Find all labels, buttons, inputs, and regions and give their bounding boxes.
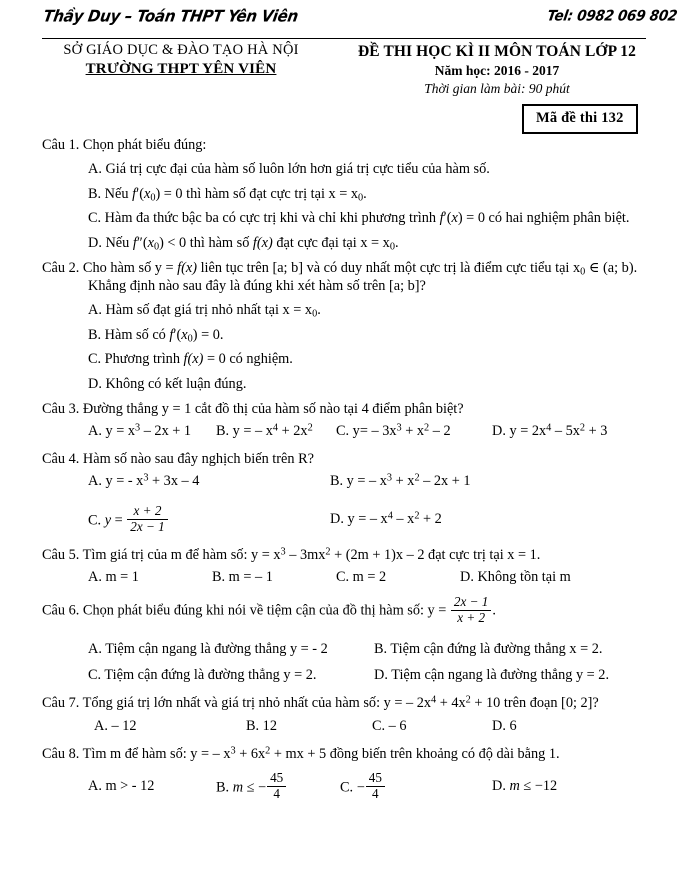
variable-y: y [104, 512, 112, 529]
question-6-option-b[interactable]: B. Tiệm cận đứng là đường thẳng x = 2. [374, 641, 603, 658]
question-2-option-c[interactable] [42, 350, 646, 369]
stem-prefix: Tổng giá trị lớn nhất và giá trị nhỏ nhất của hàm số: y = – 2x [82, 695, 432, 712]
question-4-text: Hàm số nào sau đây nghịch biến trên R? [82, 450, 314, 467]
option-mid: + 2x [278, 422, 308, 439]
question-6 [42, 596, 646, 688]
school-year: Năm học: 2016 - 2017 [434, 63, 560, 79]
exponent: 3 [134, 422, 141, 434]
option-prefix: D. [492, 778, 510, 794]
option-prefix: D. y = – x [330, 511, 388, 528]
option-tail: – 2x + 1 [419, 473, 471, 490]
exponent-2: 2 [465, 694, 471, 706]
question-8-option-c[interactable] [340, 770, 386, 803]
variable-x: x [143, 185, 151, 202]
variable-x: x [451, 210, 458, 227]
question-8-stem [42, 745, 646, 763]
question-8-option-d[interactable] [492, 779, 557, 793]
exponent-2: 2 [307, 422, 313, 434]
question-4-label: Câu 4. [42, 450, 80, 467]
exponent: 4 [272, 422, 279, 434]
question-7-option-b[interactable]: B. 12 [246, 717, 277, 734]
question-5-option-a[interactable]: A. m = 1 [88, 569, 139, 586]
exponent-2: 2 [265, 745, 271, 757]
question-1-stem [42, 136, 646, 154]
exponent: 4 [387, 510, 393, 522]
option-text: D. Không có kết luận đúng. [88, 375, 247, 392]
question-6-stem [42, 596, 646, 636]
option-tail: ≤ −12 [519, 778, 558, 794]
option-tail: + 3 [585, 422, 608, 439]
subscript-zero: 0 [150, 192, 156, 204]
denominator: 2x − 1 [127, 519, 167, 535]
fraction [451, 595, 491, 625]
option-tail: = 0 có nghiệm. [203, 351, 293, 368]
variable-x: x [147, 235, 154, 252]
option-tail: – 2 [429, 422, 451, 439]
question-3 [42, 400, 646, 444]
option-prefix: B. y = – x [330, 473, 387, 490]
option-prefix: B. Nếu [88, 185, 133, 202]
school-header [40, 42, 322, 79]
exponent: 3 [230, 745, 236, 757]
subscript-zero-2: 0 [358, 192, 364, 204]
subscript-zero-2: 0 [389, 241, 395, 253]
question-3-option-d[interactable] [492, 424, 607, 438]
option-prefix: D. Nếu [88, 235, 133, 252]
option-tail: + 2 [419, 511, 442, 528]
fraction [127, 504, 167, 534]
question-2-stem [42, 259, 646, 296]
question-8-options [42, 769, 646, 811]
variable-m: m [509, 778, 520, 794]
exponent: 3 [280, 546, 286, 558]
question-5-option-c[interactable]: C. m = 2 [336, 569, 387, 586]
question-1-option-d[interactable] [42, 234, 646, 253]
handwritten-banner [0, 6, 687, 34]
stem-prefix: Chọn phát biểu đúng khi nói về tiệm cận của đồ thị hàm số: y = [82, 602, 450, 619]
question-5-option-b[interactable]: B. m = – 1 [212, 569, 273, 586]
question-4-option-a[interactable] [88, 474, 199, 488]
question-5-option-d[interactable]: D. Không tồn tại m [460, 569, 571, 586]
option-prefix: C. Phương trình [88, 351, 184, 368]
question-3-label: Câu 3. [42, 400, 80, 417]
denominator: x + 2 [451, 610, 491, 626]
question-7-label: Câu 7. [42, 695, 80, 712]
stem-tail: + 10 trên đoạn [0; 2]? [470, 695, 599, 712]
option-tail: ) = 0. [192, 326, 224, 343]
questions-container [42, 136, 646, 815]
equals-sign: = [111, 512, 127, 529]
subscript-zero: 0 [580, 266, 586, 278]
exam-title: ĐỀ THI HỌC KÌ II MÔN TOÁN LỚP 12 [358, 43, 636, 60]
question-4-options-row1 [42, 474, 646, 494]
numerator: x + 2 [133, 503, 162, 519]
option-mid: + x [401, 422, 425, 439]
question-3-stem [42, 400, 646, 418]
question-1-label: Câu 1. [42, 137, 80, 153]
stem-mid: liên tục trên [a; b] và có duy nhất một cực trị là điểm cực tiểu tại x [197, 259, 581, 276]
school-name: TRƯỜNG THPT YÊN VIÊN [85, 60, 277, 77]
option-mid: ) < 0 thì hàm số [159, 235, 253, 252]
fraction [267, 771, 286, 801]
exponent: 3 [396, 422, 402, 434]
subscript-zero: 0 [153, 241, 160, 253]
option-mid: – x [392, 511, 415, 528]
question-2-option-b[interactable] [42, 326, 646, 345]
question-7-stem [42, 694, 646, 712]
numerator: 2x − 1 [453, 594, 489, 610]
question-4-option-b[interactable] [330, 474, 471, 488]
department-name: SỞ GIÁO DỤC & ĐÀO TẠO HÀ NỘI [63, 42, 299, 58]
question-6-label: Câu 6. [42, 602, 80, 619]
option-mid: + x [392, 473, 415, 490]
period: . [317, 302, 321, 319]
option-prefix: C. Hàm đa thức bậc ba có cực trị khi và chỉ khi phương trình [88, 210, 440, 227]
question-3-option-c[interactable] [336, 424, 451, 438]
question-3-option-a[interactable] [88, 424, 191, 438]
option-prefix: B. Hàm số có [88, 326, 170, 343]
inequality-sign: ≤ − [243, 779, 267, 796]
exponent: 4 [546, 422, 552, 434]
question-6-option-d[interactable]: D. Tiệm cận ngang là đường thẳng y = 2. [374, 667, 610, 684]
exponent-2: 2 [414, 510, 420, 522]
question-8 [42, 745, 646, 811]
question-8-option-a[interactable]: A. m > - 12 [88, 778, 155, 794]
question-5 [42, 546, 646, 590]
question-7 [42, 694, 646, 738]
question-1-option-a[interactable] [42, 160, 646, 179]
exponent: 3 [143, 472, 149, 484]
exam-code-box: Mã đề thi 132 [522, 104, 638, 134]
function-arg: (x) [256, 235, 273, 252]
stem-prefix: Tìm m để hàm số: y = – x [82, 745, 231, 762]
stem-prefix: Tìm giá trị của m để hàm số: y = x [82, 547, 281, 564]
variable-x: x [181, 326, 188, 343]
denominator: 4 [366, 786, 385, 802]
stem-mid: – 3mx [285, 547, 326, 564]
subscript-zero: 0 [312, 308, 318, 320]
question-4-option-d[interactable] [330, 512, 442, 526]
stem-mid: + 4x [436, 695, 466, 712]
function-symbol-2: f [252, 235, 257, 252]
question-5-options [42, 570, 646, 590]
period: . [363, 185, 367, 202]
question-6-option-c[interactable]: C. Tiệm cận đứng là đường thẳng y = 2. [88, 667, 317, 684]
option-prefix: A. y = - x [88, 473, 144, 490]
second-derivative-mark: ″( [136, 235, 148, 252]
option-tail: + 3x – 4 [148, 473, 200, 490]
option-prefix: C. y= – 3x [336, 422, 397, 439]
question-1-option-c[interactable] [42, 209, 646, 228]
exponent-2: 2 [424, 422, 430, 434]
question-4 [42, 450, 646, 542]
question-2-option-d[interactable] [42, 375, 646, 394]
question-8-label: Câu 8. [42, 745, 80, 762]
question-8-option-b[interactable] [216, 770, 287, 803]
function-symbol: f [183, 351, 188, 368]
question-1-option-b[interactable] [42, 185, 646, 204]
option-prefix: A. Hàm số đạt giá trị nhỏ nhất tại x = x [88, 302, 313, 319]
derivative-mark: ′( [136, 185, 144, 202]
numerator: 45 [270, 770, 284, 786]
minus-sign: − [356, 779, 365, 796]
question-6-options-row1 [42, 642, 646, 662]
exam-duration: Thời gian làm bài: 90 phút [424, 80, 570, 96]
exam-header [322, 42, 672, 97]
option-tail: – 2x + 1 [140, 422, 192, 439]
question-6-options-row2 [42, 668, 646, 688]
option-prefix: A. y = x [88, 422, 135, 439]
author-signature: Thầy Duy – Toán THPT Yên Viên [42, 6, 300, 26]
stem-mid: + 6x [235, 745, 266, 762]
question-2-option-a[interactable] [42, 301, 646, 320]
option-prefix: D. y = 2x [492, 422, 547, 439]
question-2 [42, 259, 646, 394]
option-text: A. Giá trị cực đại của hàm số luôn lớn hơn giá trị cực tiểu của hàm số. [88, 161, 490, 178]
question-5-label: Câu 5. [42, 547, 80, 564]
exponent: 4 [431, 694, 437, 706]
question-7-option-d[interactable]: D. 6 [492, 717, 517, 734]
question-5-stem [42, 546, 646, 564]
option-prefix: C. [340, 779, 357, 796]
exponent-2: 2 [414, 472, 420, 484]
stem-prefix: Cho hàm số y = [82, 259, 178, 276]
option-tail: đạt cực đại tại x = x [272, 235, 390, 252]
exponent: 3 [386, 472, 393, 484]
option-tail: ) = 0 thì hàm số đạt cực trị tại x = x [155, 185, 358, 202]
option-tail: ) = 0 có hai nghiệm phân biệt. [457, 210, 630, 227]
question-7-option-a[interactable]: A. – 12 [94, 717, 137, 734]
function-arg: (x) [187, 351, 204, 368]
function-symbol: f [132, 235, 137, 252]
question-3-options [42, 424, 646, 444]
option-prefix: B. [216, 779, 233, 796]
subscript-zero: 0 [187, 333, 193, 345]
question-3-option-b[interactable] [216, 424, 313, 438]
stem-tail: + mx + 5 đồng biến trên khoảng có độ dài bằng 1. [270, 745, 560, 762]
option-mid: – 5x [551, 422, 580, 439]
derivative-mark: ′( [173, 326, 182, 343]
function-symbol: f [132, 185, 137, 202]
phone-number: Tel: 0982 069 802 [546, 7, 679, 25]
variable-m: m [232, 779, 244, 796]
exponent-2: 2 [325, 546, 331, 558]
option-prefix: C. [88, 512, 105, 529]
question-4-options-row2 [42, 500, 646, 542]
question-1-text: Chọn phát biểu đúng: [82, 137, 207, 153]
question-3-text: Đường thẳng y = 1 cắt đồ thị của hàm số nào tại 4 điểm phân biệt? [82, 400, 464, 417]
function-arg: (x) [181, 259, 198, 276]
exponent-2: 2 [579, 422, 586, 434]
question-1 [42, 136, 646, 253]
period: . [394, 235, 399, 252]
fraction [366, 771, 385, 801]
function-symbol: f [439, 210, 444, 227]
question-6-option-a[interactable]: A. Tiệm cận ngang là đường thẳng y = - 2 [88, 641, 328, 658]
numerator: 45 [368, 770, 382, 786]
function-symbol: f [169, 326, 174, 343]
question-7-options [42, 719, 646, 739]
derivative-mark: ′( [443, 210, 452, 227]
header-divider [42, 38, 646, 39]
question-2-label: Câu 2. [42, 259, 80, 276]
denominator: 4 [267, 786, 286, 802]
function-symbol: f [177, 259, 182, 276]
stem-tail: . [492, 602, 496, 619]
question-4-stem [42, 450, 646, 468]
stem-tail: ∈ (a; b). Khẳng định nào sau đây là đúng khi xét hàm số trên [a; b]? [88, 259, 638, 294]
stem-tail: + (2m + 1)x – 2 đạt cực trị tại x = 1. [330, 547, 541, 564]
question-4-option-c[interactable] [88, 503, 169, 536]
question-7-option-c[interactable]: C. – 6 [372, 717, 407, 734]
option-prefix: B. y = – x [216, 422, 273, 439]
